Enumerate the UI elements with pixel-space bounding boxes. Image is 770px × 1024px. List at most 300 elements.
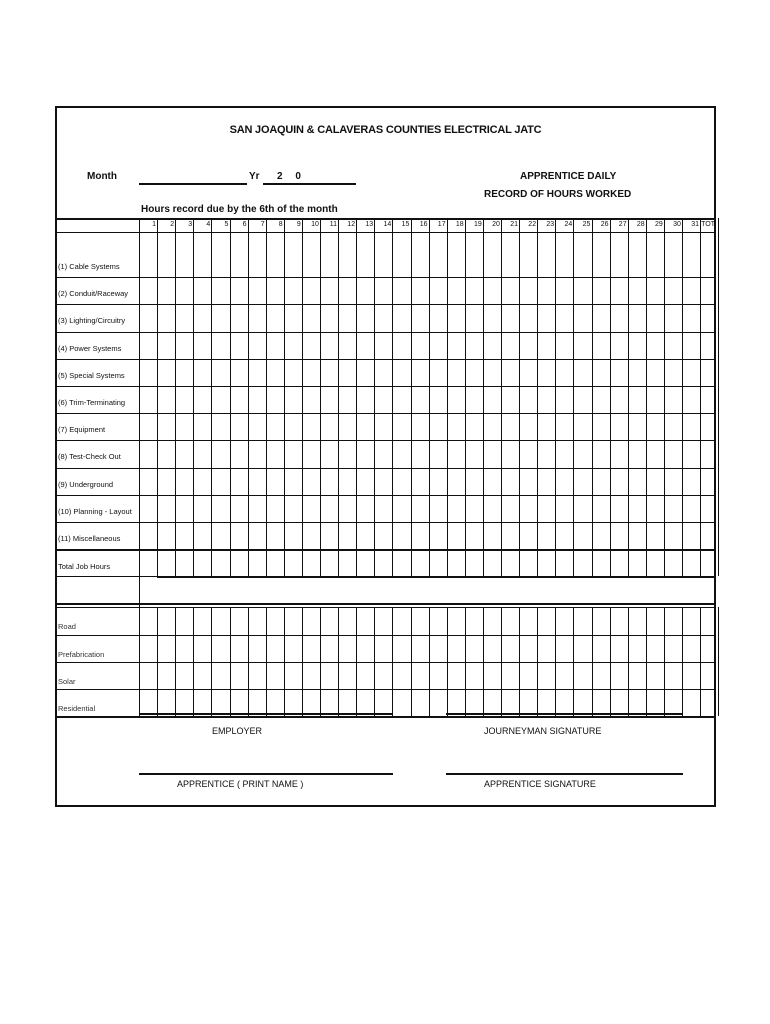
hours-cell[interactable] xyxy=(484,690,500,715)
hours-cell[interactable] xyxy=(176,360,192,385)
hours-cell[interactable] xyxy=(683,333,699,358)
hours-cell[interactable] xyxy=(466,496,482,521)
hours-cell[interactable] xyxy=(647,305,663,330)
hours-cell[interactable] xyxy=(629,663,645,688)
hours-cell[interactable] xyxy=(140,360,156,385)
hours-cell[interactable] xyxy=(375,278,391,303)
hours-cell[interactable] xyxy=(357,608,373,633)
hours-cell[interactable] xyxy=(611,550,627,575)
hours-cell[interactable] xyxy=(194,441,210,466)
hours-cell[interactable] xyxy=(520,523,536,548)
hours-cell[interactable] xyxy=(448,608,464,633)
hours-cell[interactable] xyxy=(321,636,337,661)
total-hours-cell[interactable] xyxy=(701,690,717,715)
hours-cell[interactable] xyxy=(176,636,192,661)
hours-cell[interactable] xyxy=(412,523,428,548)
hours-cell[interactable] xyxy=(393,469,409,494)
hours-cell[interactable] xyxy=(231,496,247,521)
hours-cell[interactable] xyxy=(574,523,590,548)
hours-cell[interactable] xyxy=(158,305,174,330)
hours-cell[interactable] xyxy=(303,387,319,412)
hours-cell[interactable] xyxy=(466,636,482,661)
hours-cell[interactable] xyxy=(158,441,174,466)
hours-cell[interactable] xyxy=(502,360,518,385)
hours-cell[interactable] xyxy=(140,690,156,715)
hours-cell[interactable] xyxy=(393,636,409,661)
hours-cell[interactable] xyxy=(629,360,645,385)
hours-cell[interactable] xyxy=(231,305,247,330)
hours-cell[interactable] xyxy=(611,663,627,688)
hours-cell[interactable] xyxy=(267,441,283,466)
hours-cell[interactable] xyxy=(430,251,446,276)
total-hours-cell[interactable] xyxy=(701,663,717,688)
hours-cell[interactable] xyxy=(393,387,409,412)
hours-cell[interactable] xyxy=(176,278,192,303)
hours-cell[interactable] xyxy=(194,690,210,715)
hours-cell[interactable] xyxy=(665,387,681,412)
hours-cell[interactable] xyxy=(285,608,301,633)
employer-signature-line[interactable] xyxy=(139,713,393,715)
hours-cell[interactable] xyxy=(430,636,446,661)
hours-cell[interactable] xyxy=(466,469,482,494)
hours-cell[interactable] xyxy=(303,360,319,385)
hours-cell[interactable] xyxy=(231,360,247,385)
hours-cell[interactable] xyxy=(430,663,446,688)
hours-cell[interactable] xyxy=(683,387,699,412)
hours-cell[interactable] xyxy=(538,305,554,330)
hours-cell[interactable] xyxy=(231,663,247,688)
hours-cell[interactable] xyxy=(267,414,283,439)
hours-cell[interactable] xyxy=(393,251,409,276)
hours-cell[interactable] xyxy=(375,523,391,548)
hours-cell[interactable] xyxy=(357,251,373,276)
hours-cell[interactable] xyxy=(538,690,554,715)
hours-cell[interactable] xyxy=(158,690,174,715)
hours-cell[interactable] xyxy=(647,414,663,439)
hours-cell[interactable] xyxy=(194,387,210,412)
hours-cell[interactable] xyxy=(393,550,409,575)
hours-cell[interactable] xyxy=(357,333,373,358)
hours-cell[interactable] xyxy=(140,278,156,303)
hours-cell[interactable] xyxy=(339,278,355,303)
hours-cell[interactable] xyxy=(520,663,536,688)
hours-cell[interactable] xyxy=(285,278,301,303)
hours-cell[interactable] xyxy=(249,636,265,661)
hours-cell[interactable] xyxy=(556,608,572,633)
hours-cell[interactable] xyxy=(176,550,192,575)
hours-cell[interactable] xyxy=(140,496,156,521)
hours-cell[interactable] xyxy=(520,251,536,276)
hours-cell[interactable] xyxy=(321,441,337,466)
hours-cell[interactable] xyxy=(412,251,428,276)
hours-cell[interactable] xyxy=(448,387,464,412)
hours-cell[interactable] xyxy=(574,414,590,439)
hours-cell[interactable] xyxy=(321,523,337,548)
hours-cell[interactable] xyxy=(212,523,228,548)
hours-cell[interactable] xyxy=(484,251,500,276)
hours-cell[interactable] xyxy=(158,663,174,688)
hours-cell[interactable] xyxy=(375,550,391,575)
hours-cell[interactable] xyxy=(538,608,554,633)
hours-cell[interactable] xyxy=(321,305,337,330)
hours-cell[interactable] xyxy=(285,550,301,575)
hours-cell[interactable] xyxy=(393,333,409,358)
hours-cell[interactable] xyxy=(593,387,609,412)
hours-cell[interactable] xyxy=(412,550,428,575)
hours-cell[interactable] xyxy=(393,690,409,715)
hours-cell[interactable] xyxy=(502,387,518,412)
hours-cell[interactable] xyxy=(357,663,373,688)
hours-cell[interactable] xyxy=(448,414,464,439)
hours-cell[interactable] xyxy=(285,333,301,358)
hours-cell[interactable] xyxy=(502,278,518,303)
hours-cell[interactable] xyxy=(176,523,192,548)
hours-cell[interactable] xyxy=(140,550,156,575)
hours-cell[interactable] xyxy=(683,690,699,715)
hours-cell[interactable] xyxy=(593,278,609,303)
hours-cell[interactable] xyxy=(484,305,500,330)
hours-cell[interactable] xyxy=(556,663,572,688)
hours-cell[interactable] xyxy=(502,636,518,661)
hours-cell[interactable] xyxy=(267,663,283,688)
hours-cell[interactable] xyxy=(593,251,609,276)
hours-cell[interactable] xyxy=(629,469,645,494)
hours-cell[interactable] xyxy=(140,636,156,661)
hours-cell[interactable] xyxy=(321,496,337,521)
hours-cell[interactable] xyxy=(665,305,681,330)
hours-cell[interactable] xyxy=(611,496,627,521)
hours-cell[interactable] xyxy=(140,387,156,412)
hours-cell[interactable] xyxy=(339,496,355,521)
hours-cell[interactable] xyxy=(412,496,428,521)
hours-cell[interactable] xyxy=(249,278,265,303)
hours-cell[interactable] xyxy=(647,333,663,358)
hours-cell[interactable] xyxy=(502,690,518,715)
hours-cell[interactable] xyxy=(285,441,301,466)
hours-cell[interactable] xyxy=(194,663,210,688)
hours-cell[interactable] xyxy=(357,305,373,330)
hours-cell[interactable] xyxy=(647,387,663,412)
hours-cell[interactable] xyxy=(158,387,174,412)
total-hours-cell[interactable] xyxy=(701,496,717,521)
hours-cell[interactable] xyxy=(665,663,681,688)
hours-cell[interactable] xyxy=(375,608,391,633)
hours-cell[interactable] xyxy=(665,333,681,358)
hours-cell[interactable] xyxy=(556,636,572,661)
hours-cell[interactable] xyxy=(448,636,464,661)
hours-cell[interactable] xyxy=(484,414,500,439)
hours-cell[interactable] xyxy=(466,251,482,276)
hours-cell[interactable] xyxy=(212,608,228,633)
hours-cell[interactable] xyxy=(430,441,446,466)
hours-cell[interactable] xyxy=(466,441,482,466)
hours-cell[interactable] xyxy=(412,387,428,412)
hours-cell[interactable] xyxy=(665,523,681,548)
hours-cell[interactable] xyxy=(357,278,373,303)
hours-cell[interactable] xyxy=(665,636,681,661)
hours-cell[interactable] xyxy=(303,523,319,548)
hours-cell[interactable] xyxy=(303,663,319,688)
hours-cell[interactable] xyxy=(249,305,265,330)
hours-cell[interactable] xyxy=(466,550,482,575)
total-hours-cell[interactable] xyxy=(701,469,717,494)
hours-cell[interactable] xyxy=(556,251,572,276)
hours-cell[interactable] xyxy=(339,523,355,548)
hours-cell[interactable] xyxy=(466,360,482,385)
hours-cell[interactable] xyxy=(502,469,518,494)
hours-cell[interactable] xyxy=(593,550,609,575)
hours-cell[interactable] xyxy=(574,550,590,575)
hours-cell[interactable] xyxy=(267,608,283,633)
hours-cell[interactable] xyxy=(357,496,373,521)
hours-cell[interactable] xyxy=(231,523,247,548)
hours-cell[interactable] xyxy=(249,441,265,466)
hours-cell[interactable] xyxy=(158,414,174,439)
hours-cell[interactable] xyxy=(448,663,464,688)
hours-cell[interactable] xyxy=(176,690,192,715)
total-hours-cell[interactable] xyxy=(701,387,717,412)
hours-cell[interactable] xyxy=(375,469,391,494)
hours-cell[interactable] xyxy=(448,278,464,303)
hours-cell[interactable] xyxy=(285,469,301,494)
hours-cell[interactable] xyxy=(393,608,409,633)
hours-cell[interactable] xyxy=(375,360,391,385)
hours-cell[interactable] xyxy=(611,608,627,633)
hours-cell[interactable] xyxy=(231,278,247,303)
hours-cell[interactable] xyxy=(357,414,373,439)
hours-cell[interactable] xyxy=(267,333,283,358)
hours-cell[interactable] xyxy=(285,251,301,276)
hours-cell[interactable] xyxy=(321,608,337,633)
hours-cell[interactable] xyxy=(574,690,590,715)
hours-cell[interactable] xyxy=(140,333,156,358)
hours-cell[interactable] xyxy=(231,690,247,715)
hours-cell[interactable] xyxy=(249,690,265,715)
hours-cell[interactable] xyxy=(593,636,609,661)
hours-cell[interactable] xyxy=(538,469,554,494)
hours-cell[interactable] xyxy=(520,496,536,521)
hours-cell[interactable] xyxy=(285,360,301,385)
hours-cell[interactable] xyxy=(321,333,337,358)
hours-cell[interactable] xyxy=(158,278,174,303)
hours-cell[interactable] xyxy=(212,333,228,358)
hours-cell[interactable] xyxy=(212,414,228,439)
hours-cell[interactable] xyxy=(502,305,518,330)
hours-cell[interactable] xyxy=(393,305,409,330)
hours-cell[interactable] xyxy=(683,469,699,494)
hours-cell[interactable] xyxy=(375,636,391,661)
hours-cell[interactable] xyxy=(375,251,391,276)
hours-cell[interactable] xyxy=(176,608,192,633)
hours-cell[interactable] xyxy=(520,636,536,661)
hours-cell[interactable] xyxy=(303,414,319,439)
hours-cell[interactable] xyxy=(140,305,156,330)
hours-cell[interactable] xyxy=(212,360,228,385)
hours-cell[interactable] xyxy=(629,690,645,715)
hours-cell[interactable] xyxy=(683,496,699,521)
hours-cell[interactable] xyxy=(249,523,265,548)
hours-cell[interactable] xyxy=(212,441,228,466)
hours-cell[interactable] xyxy=(212,305,228,330)
hours-cell[interactable] xyxy=(502,608,518,633)
hours-cell[interactable] xyxy=(484,441,500,466)
hours-cell[interactable] xyxy=(556,333,572,358)
hours-cell[interactable] xyxy=(593,469,609,494)
hours-cell[interactable] xyxy=(665,550,681,575)
hours-cell[interactable] xyxy=(194,496,210,521)
hours-cell[interactable] xyxy=(593,496,609,521)
hours-cell[interactable] xyxy=(231,469,247,494)
hours-cell[interactable] xyxy=(665,496,681,521)
hours-cell[interactable] xyxy=(574,441,590,466)
hours-cell[interactable] xyxy=(357,523,373,548)
hours-cell[interactable] xyxy=(611,636,627,661)
hours-cell[interactable] xyxy=(158,496,174,521)
hours-cell[interactable] xyxy=(140,608,156,633)
hours-cell[interactable] xyxy=(574,305,590,330)
hours-cell[interactable] xyxy=(357,441,373,466)
hours-cell[interactable] xyxy=(502,550,518,575)
hours-cell[interactable] xyxy=(303,441,319,466)
hours-cell[interactable] xyxy=(574,663,590,688)
hours-cell[interactable] xyxy=(520,333,536,358)
hours-cell[interactable] xyxy=(647,496,663,521)
hours-cell[interactable] xyxy=(538,441,554,466)
hours-cell[interactable] xyxy=(140,441,156,466)
total-hours-cell[interactable] xyxy=(701,608,717,633)
hours-cell[interactable] xyxy=(593,414,609,439)
hours-cell[interactable] xyxy=(194,550,210,575)
hours-cell[interactable] xyxy=(430,469,446,494)
hours-cell[interactable] xyxy=(593,441,609,466)
hours-cell[interactable] xyxy=(303,496,319,521)
hours-cell[interactable] xyxy=(556,690,572,715)
journeyman-signature-line[interactable] xyxy=(446,713,683,715)
hours-cell[interactable] xyxy=(574,608,590,633)
hours-cell[interactable] xyxy=(357,387,373,412)
hours-cell[interactable] xyxy=(538,663,554,688)
month-field[interactable] xyxy=(139,183,247,185)
hours-cell[interactable] xyxy=(303,636,319,661)
hours-cell[interactable] xyxy=(249,387,265,412)
hours-cell[interactable] xyxy=(466,523,482,548)
hours-cell[interactable] xyxy=(430,387,446,412)
hours-cell[interactable] xyxy=(448,441,464,466)
hours-cell[interactable] xyxy=(538,550,554,575)
hours-cell[interactable] xyxy=(593,608,609,633)
hours-cell[interactable] xyxy=(375,690,391,715)
hours-cell[interactable] xyxy=(249,663,265,688)
hours-cell[interactable] xyxy=(158,360,174,385)
hours-cell[interactable] xyxy=(448,360,464,385)
hours-cell[interactable] xyxy=(339,663,355,688)
hours-cell[interactable] xyxy=(194,333,210,358)
hours-cell[interactable] xyxy=(158,608,174,633)
hours-cell[interactable] xyxy=(430,360,446,385)
hours-cell[interactable] xyxy=(339,636,355,661)
hours-cell[interactable] xyxy=(611,523,627,548)
hours-cell[interactable] xyxy=(303,278,319,303)
hours-cell[interactable] xyxy=(267,496,283,521)
hours-cell[interactable] xyxy=(665,441,681,466)
hours-cell[interactable] xyxy=(593,523,609,548)
hours-cell[interactable] xyxy=(231,333,247,358)
hours-cell[interactable] xyxy=(593,690,609,715)
hours-cell[interactable] xyxy=(629,608,645,633)
hours-cell[interactable] xyxy=(665,278,681,303)
hours-cell[interactable] xyxy=(556,387,572,412)
hours-cell[interactable] xyxy=(466,305,482,330)
hours-cell[interactable] xyxy=(176,414,192,439)
hours-cell[interactable] xyxy=(140,414,156,439)
hours-cell[interactable] xyxy=(212,690,228,715)
hours-cell[interactable] xyxy=(212,278,228,303)
hours-cell[interactable] xyxy=(231,608,247,633)
hours-cell[interactable] xyxy=(267,387,283,412)
hours-cell[interactable] xyxy=(231,414,247,439)
hours-cell[interactable] xyxy=(647,278,663,303)
hours-cell[interactable] xyxy=(321,663,337,688)
hours-cell[interactable] xyxy=(593,663,609,688)
apprentice-signature-line[interactable] xyxy=(446,773,683,775)
hours-cell[interactable] xyxy=(629,387,645,412)
hours-cell[interactable] xyxy=(321,360,337,385)
hours-cell[interactable] xyxy=(194,414,210,439)
hours-cell[interactable] xyxy=(267,469,283,494)
hours-cell[interactable] xyxy=(412,333,428,358)
hours-cell[interactable] xyxy=(303,550,319,575)
hours-cell[interactable] xyxy=(683,278,699,303)
hours-cell[interactable] xyxy=(466,663,482,688)
hours-cell[interactable] xyxy=(647,550,663,575)
hours-cell[interactable] xyxy=(231,636,247,661)
hours-cell[interactable] xyxy=(339,690,355,715)
apprentice-name-line[interactable] xyxy=(139,773,393,775)
hours-cell[interactable] xyxy=(665,690,681,715)
hours-cell[interactable] xyxy=(393,523,409,548)
hours-cell[interactable] xyxy=(249,550,265,575)
hours-cell[interactable] xyxy=(303,608,319,633)
hours-cell[interactable] xyxy=(629,305,645,330)
hours-cell[interactable] xyxy=(448,550,464,575)
hours-cell[interactable] xyxy=(140,523,156,548)
hours-cell[interactable] xyxy=(393,360,409,385)
hours-cell[interactable] xyxy=(321,690,337,715)
hours-cell[interactable] xyxy=(249,469,265,494)
hours-cell[interactable] xyxy=(466,608,482,633)
hours-cell[interactable] xyxy=(321,550,337,575)
hours-cell[interactable] xyxy=(285,496,301,521)
hours-cell[interactable] xyxy=(412,636,428,661)
hours-cell[interactable] xyxy=(556,414,572,439)
hours-cell[interactable] xyxy=(321,278,337,303)
hours-cell[interactable] xyxy=(611,387,627,412)
hours-cell[interactable] xyxy=(448,469,464,494)
hours-cell[interactable] xyxy=(339,305,355,330)
hours-cell[interactable] xyxy=(194,469,210,494)
hours-cell[interactable] xyxy=(231,441,247,466)
hours-cell[interactable] xyxy=(647,523,663,548)
hours-cell[interactable] xyxy=(231,251,247,276)
total-hours-cell[interactable] xyxy=(701,333,717,358)
hours-cell[interactable] xyxy=(556,469,572,494)
hours-cell[interactable] xyxy=(448,690,464,715)
hours-cell[interactable] xyxy=(212,469,228,494)
hours-cell[interactable] xyxy=(466,414,482,439)
hours-cell[interactable] xyxy=(176,251,192,276)
hours-cell[interactable] xyxy=(303,469,319,494)
hours-cell[interactable] xyxy=(339,387,355,412)
